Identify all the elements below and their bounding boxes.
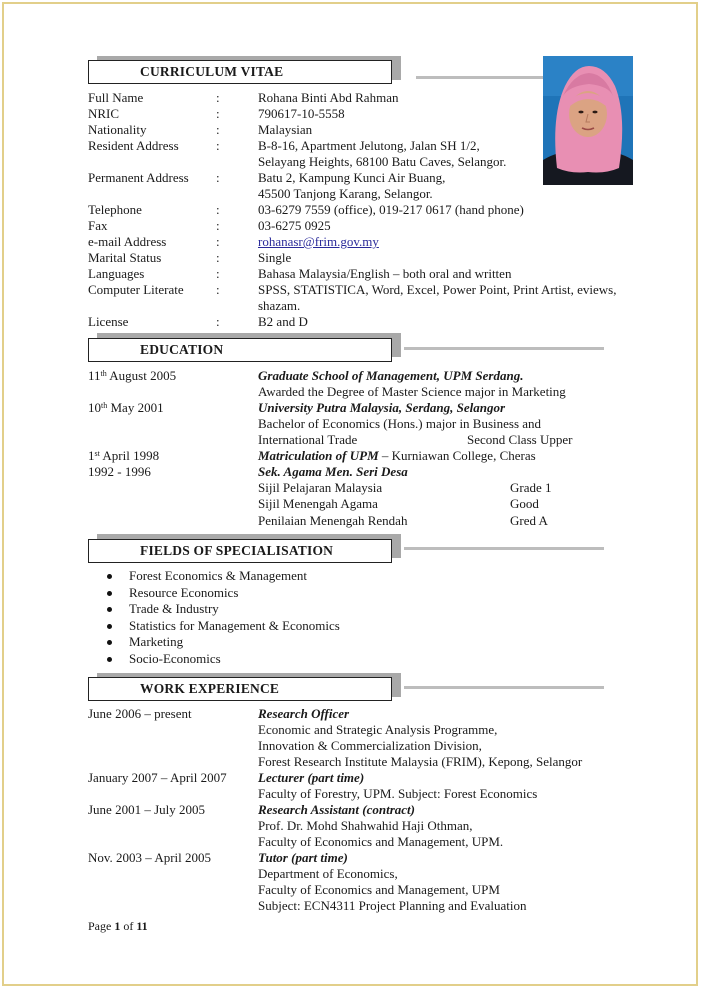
detail-value: B2 and D (258, 314, 308, 329)
detail-value: SPSS, STATISTICA, Word, Excel, Power Point, Print Artist, eviews, (258, 282, 617, 297)
fields-title: FIELDS OF SPECIALISATION (140, 543, 334, 558)
detail-label: Languages (88, 266, 145, 281)
detail-colon: : (216, 170, 220, 185)
email-link[interactable]: rohanasr@frim.gov.my (258, 234, 379, 249)
detail-value: Bahasa Malaysia/English – both oral and written (258, 266, 512, 281)
bullet-icon (107, 574, 112, 579)
bullet-icon (107, 607, 112, 612)
work-date: Nov. 2003 – April 2005 (88, 850, 212, 865)
edu-school: Sek. Agama Men. Seri Desa (258, 464, 408, 479)
detail-colon: : (216, 138, 220, 153)
fields-list (88, 568, 340, 668)
detail-label: License (88, 314, 129, 329)
edu-date: 1992 - 1996 (88, 464, 151, 479)
cv-title: CURRICULUM VITAE (140, 64, 284, 79)
section-rule (404, 347, 604, 350)
work-detail: Department of Economics, (258, 866, 398, 881)
detail-label: Full Name (88, 90, 144, 105)
field-label: Resource Economics (129, 584, 239, 600)
work-detail: Faculty of Economics and Management, UPM (258, 882, 500, 897)
detail-value: 45500 Tanjong Karang, Selangor. (258, 186, 433, 201)
exam-name: Sijil Menengah Agama (258, 496, 378, 512)
field-label: Socio-Economics (129, 650, 221, 666)
work-date: January 2007 – April 2007 (88, 770, 227, 785)
page-number: Page 1 of 11 (88, 919, 148, 933)
edu-date: 11th August 2005 (88, 368, 177, 383)
exam-name: Sijil Pelajaran Malaysia (258, 480, 383, 495)
profile-photo (543, 56, 633, 185)
detail-colon: : (216, 282, 220, 297)
detail-value: B-8-16, Apartment Jelutong, Jalan SH 1/2, (258, 138, 480, 153)
bullet-icon (107, 591, 112, 596)
edu-school: Matriculation of UPM – Kurniawan College, Cheras (258, 448, 536, 463)
edu-school: University Putra Malaysia, Serdang, Selangor (258, 400, 506, 415)
detail-colon: : (216, 90, 220, 105)
edu-detail: Bachelor of Economics (Hons.) major in Business and (258, 416, 542, 431)
work-title: Lecturer (part time) (258, 770, 365, 785)
detail-value: Rohana Binti Abd Rahman (258, 90, 399, 105)
list-item (88, 634, 340, 651)
detail-value: Selayang Heights, 68100 Batu Caves, Selangor. (258, 154, 507, 169)
detail-label: Telephone (88, 202, 142, 217)
work-title: Research Officer (258, 706, 350, 721)
section-rule (404, 686, 604, 689)
detail-label: Fax (88, 218, 108, 233)
detail-colon: : (216, 122, 220, 137)
bullet-icon (107, 640, 112, 645)
detail-value: Batu 2, Kampung Kunci Air Buang, (258, 170, 446, 185)
detail-label: Resident Address (88, 138, 179, 153)
detail-label: NRIC (88, 106, 120, 121)
list-item (88, 585, 340, 602)
edu-class: Second Class Upper (467, 432, 573, 447)
work-detail: Faculty of Forestry, UPM. Subject: Forest Economics (258, 786, 538, 801)
section-rule (416, 76, 543, 79)
work-date: June 2001 – July 2005 (88, 802, 205, 817)
work-title: WORK EXPERIENCE (140, 681, 280, 696)
fields-header-box (88, 539, 392, 563)
work-title: Tutor (part time) (258, 850, 348, 865)
detail-colon: : (216, 234, 220, 249)
field-label: Statistics for Management & Economics (129, 617, 340, 633)
cv-header-box (88, 60, 392, 84)
work-detail: Forest Research Institute Malaysia (FRIM), Kepong, Selangor (258, 754, 583, 769)
work-detail: Prof. Dr. Mohd Shahwahid Haji Othman, (258, 818, 473, 833)
list-item (88, 618, 340, 635)
detail-label: Marital Status (88, 250, 162, 265)
detail-colon: : (216, 106, 220, 121)
education-header-box (88, 338, 392, 362)
exam-name: Penilaian Menengah Rendah (258, 512, 408, 528)
list-item (88, 568, 340, 585)
edu-detail: Awarded the Degree of Master Science major in Marketing (258, 384, 566, 399)
detail-value: 790617-10-5558 (258, 106, 345, 121)
work-detail: Subject: ECN4311 Project Planning and Evaluation (258, 898, 527, 913)
detail-colon: : (216, 266, 220, 281)
detail-value: Single (258, 250, 292, 265)
detail-colon: : (216, 202, 220, 217)
detail-colon: : (216, 218, 220, 233)
work-detail: Economic and Strategic Analysis Programme, (258, 722, 498, 737)
work-date: June 2006 – present (88, 706, 192, 721)
detail-label: Nationality (88, 122, 147, 137)
edu-school: Graduate School of Management, UPM Serdang. (258, 368, 524, 383)
field-label: Marketing (129, 634, 184, 650)
section-rule (404, 547, 604, 550)
detail-label: Permanent Address (88, 170, 189, 185)
exam-grade: Grade 1 (510, 480, 552, 495)
detail-value: shazam. (258, 298, 301, 313)
bullet-icon (107, 624, 112, 629)
detail-value: Malaysian (258, 122, 313, 137)
exam-grade: Gred A (510, 512, 548, 528)
work-detail: Innovation & Commercialization Division, (258, 738, 482, 753)
detail-colon: : (216, 314, 220, 329)
exam-grade: Good (510, 496, 539, 512)
edu-date: 1st April 1998 (88, 448, 160, 463)
cv-page (2, 2, 698, 986)
bullet-icon (107, 657, 112, 662)
field-label: Trade & Industry (129, 601, 219, 617)
edu-detail: International Trade (258, 432, 358, 447)
edu-date: 10th May 2001 (88, 400, 164, 415)
list-item (88, 601, 340, 618)
detail-value: 03-6275 0925 (258, 218, 331, 233)
detail-label: e-mail Address (88, 234, 167, 249)
detail-value: 03-6279 7559 (office), 019-217 0617 (hand phone) (258, 202, 524, 217)
detail-colon: : (216, 250, 220, 265)
work-detail: Faculty of Economics and Management, UPM. (258, 834, 504, 849)
work-header-box (88, 677, 392, 701)
education-title: EDUCATION (140, 342, 224, 357)
detail-label: Computer Literate (88, 282, 184, 297)
list-item (88, 651, 340, 668)
field-label: Forest Economics & Management (129, 568, 307, 583)
work-title: Research Assistant (contract) (258, 802, 415, 817)
